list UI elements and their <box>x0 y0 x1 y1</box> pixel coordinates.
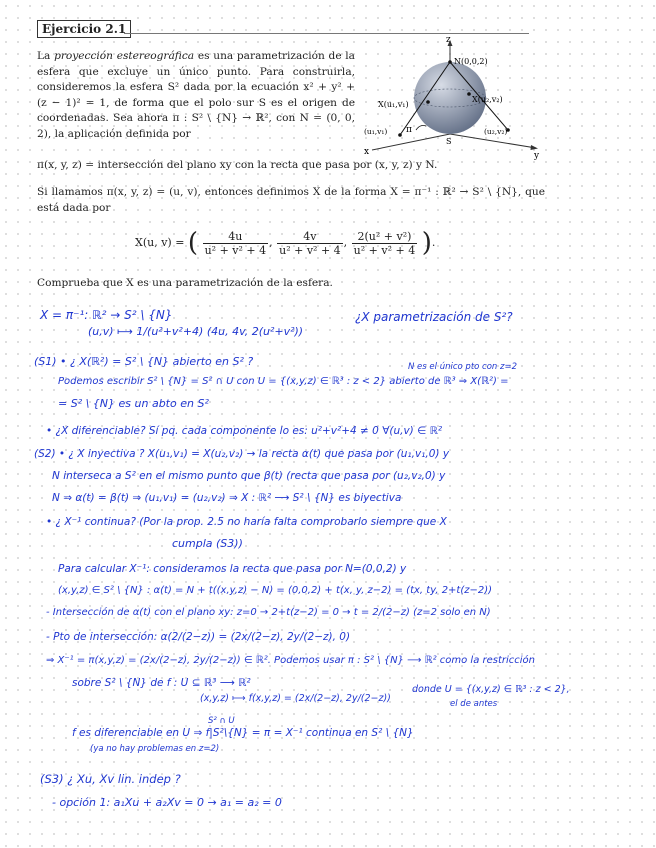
point-uv1-label: (u₁,v₁) <box>364 127 388 136</box>
note-s1: (S1) • ¿ X(ℝ²) = S² \ {N} abierto en S² ? <box>34 355 254 368</box>
south-pole-label: S <box>446 137 452 146</box>
note-s4: (S3) ¿ Xu, Xv lin. indep ? <box>40 772 181 786</box>
note-calc-line3: - Intersección de α(t) con el plano xy: z=0 → 2+t(z−2) = 0 → t = 2/(2−z) (z=2 solo en N) <box>46 607 491 618</box>
note-calc-line2: (x,y,z) ∈ S² \ {N} : α(t) = N + t((x,y,z) − N) = (0,0,2) + t(x, y, z−2) = (tx, ty, 2+t(z−2)) <box>58 585 493 596</box>
z-axis-label: z <box>446 35 451 45</box>
note-calc-line1: Para calcular X⁻¹: consideramos la recta que pasa por N=(0,0,2) y <box>58 563 407 575</box>
note-calc-line5: ⇒ X⁻¹ = π(x,y,z) = (2x/(2−z), 2y/(2−z)) ∈ ℝ². Podemos usar π : S² \ {N} ⟶ ℝ² como la restricción <box>46 655 536 666</box>
y-axis-label: y <box>534 151 540 160</box>
note-calc-line7: (x,y,z) ⟼ f(x,y,z) = (2x/(2−z), 2y/(2−z)) <box>200 693 391 704</box>
note-s1-line1: Podemos escribir S² \ {N} = S² ∩ U con U = {(x,y,z) ∈ ℝ³ : z < 2} abierto de ℝ³ ⇒ X(ℝ²) = <box>58 376 509 387</box>
parametrization-formula: X(u, v) = ( $\frac{4u}{\text{u² + v² + 4}}$ , $\frac{4v}{\text{u² + v² + 4}}$ , $\frac{\text{2(u² + v²)}}{\text{u² + v² + 4}}$ ). <box>135 228 436 258</box>
note-s3-line1: • ¿ X⁻¹ continua? (Por la prop. 2.5 no haría falta comprobarlo siempre que X <box>46 516 447 528</box>
exercise-title: Ejercicio 2.1 <box>37 20 131 38</box>
note-s1-aside: N es el único pto con z=2 <box>408 362 518 372</box>
point-x2-label: X(u₂,v₂) <box>472 95 503 104</box>
note-s4-option1: - opción 1: a₁Xu + a₂Xv = 0 → a₁ = a₂ = 0 <box>52 796 282 809</box>
note-differentiable: • ¿X diferenciable? Sí pq. cada componente lo es: u²+v²+4 ≠ 0 ∀(u,v) ∈ ℝ² <box>46 425 443 437</box>
note-calc-line4: - Pto de intersección: α(2/(2−z)) = (2x/(2−z), 2y/(2−z), 0) <box>46 631 351 643</box>
point-uv2-label: (u₂,v₂) <box>484 127 508 136</box>
note-map-rule: (u,v) ⟼ 1/(u²+v²+4) (4u, 4v, 2(u²+v²)) <box>88 325 304 338</box>
point-x1-label: X(u₁,v₁) <box>378 100 409 109</box>
note-calc-domain: donde U = {(x,y,z) ∈ ℝ³ : z < 2}, <box>412 684 570 695</box>
pi-definition: π(x, y, z) = intersección del plano xy con la recta que pasa por (x, y, z) y N. <box>37 159 438 171</box>
x-axis-label: x <box>364 147 370 157</box>
sphere-diagram <box>358 32 548 160</box>
note-question: ¿X parametrización de S²? <box>355 310 513 324</box>
note-s2-line1: (S2) • ¿ X inyectiva ? X(u₁,v₁) = X(u₂,v₂) → la recta α(t) que pasa por (u₁,v₁,0) y <box>34 448 450 460</box>
note-calc-superscript: S² ∩ U <box>208 716 235 726</box>
note-s2-line2: N interseca a S² en el mismo punto que β(t) (recta que pasa por (u₂,v₂,0) y <box>52 470 446 482</box>
north-pole-label: N(0,0,2) <box>454 57 488 66</box>
note-s1-line2: = S² \ {N} es un abto en S² <box>58 397 209 410</box>
note-calc-line8-aside: (ya no hay problemas en z=2) <box>90 744 220 754</box>
note-s3-line2: cumpla (S3)) <box>172 537 243 550</box>
note-calc-line6: sobre S² \ {N} de f : U ⊆ ℝ³ ⟶ ℝ² <box>72 677 251 689</box>
note-calc-domain-aside: el de antes <box>450 699 498 709</box>
task-statement: Comprueba que X es una parametrización de la esfera. <box>37 277 333 289</box>
note-map-def: X = π⁻¹: ℝ² → S² \ {N} <box>40 308 173 322</box>
note-s2-line3: N ⇒ α(t) = β(t) ⇒ (u₁,v₁) = (u₂,v₂) ⇒ X : ℝ² ⟶ S² \ {N} es biyectiva <box>52 492 402 504</box>
intro-paragraph: La proyección estereográfica es una parametrización de la esfera que excluye un único punto. Para construirla, consideremos la esfera S² dada por la ecuación x² + y² + (z − 1)² = 1, de forma que el polo sur S es el origen de coordenadas. Sea ahora π : S² \ {N} → ℝ², con N = (0, 0, 2), la aplicación definida por <box>37 50 355 140</box>
note-calc-line8: f es diferenciable en U ⇒ f|S²\{N} = π = X⁻¹ continua en S² \ {N} <box>72 727 414 739</box>
pi-label: π <box>406 125 412 135</box>
inverse-paragraph: Si llamamos π(x, y, z) = (u, v), entonces definimos X de la forma X = π⁻¹ : ℝ² → S² \ {N}, que está dada por <box>37 186 545 214</box>
